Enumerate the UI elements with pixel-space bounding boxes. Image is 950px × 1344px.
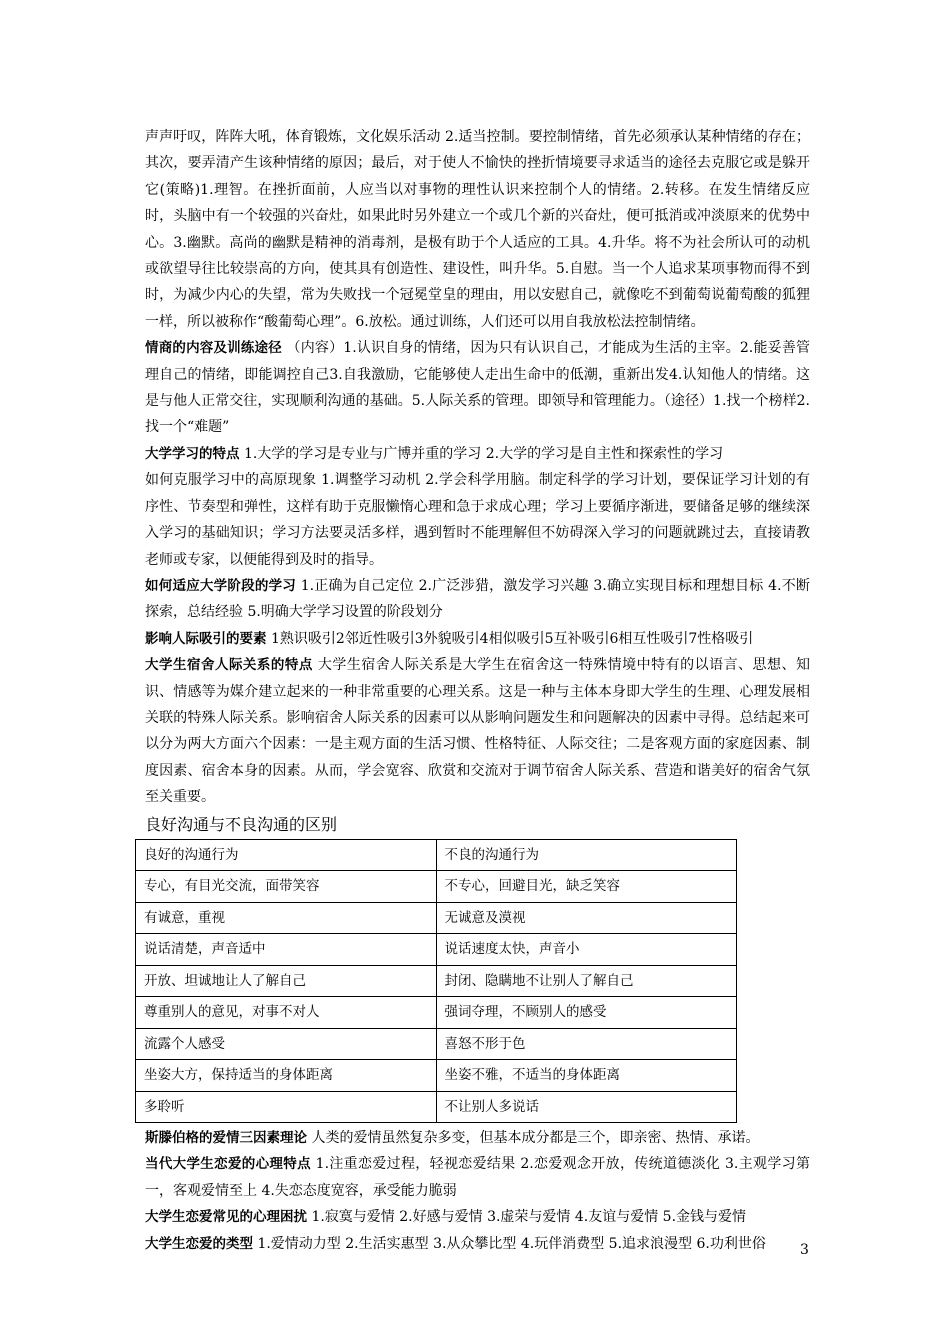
table-row <box>136 1060 737 1092</box>
paragraph <box>145 1231 810 1257</box>
table-header-row <box>136 839 737 871</box>
table-row <box>136 1028 737 1060</box>
bad-behavior-cell: 封闭、隐瞒地不让别人了解自己 <box>436 965 737 997</box>
table-title: 良好沟通与不良沟通的区别 <box>145 814 338 834</box>
paragraph-text: 大学生宿舍人际关系是大学生在宿舍这一特殊情境中特有的以语言、思想、知识、情感等为媒介建立起来的一种非常重要的心理关系。这是一种与主体本身即大学生的生理、心理发展相关联的特殊人际关系。影响宿舍人际关系的因素可以从影响问题发生和问题解决的因素中寻得。总结起来可以分为两大方面六个因素：一是主观方面的生活习惯、性格特征、人际交往；二是客观方面的家庭因素、制度因素、宿舍本身的因素。从而，学会宽容、欣赏和交流对于调节宿舍人际关系、营造和谐美好的宿舍气氛至关重要。 <box>145 657 811 806</box>
paragraph <box>145 335 810 441</box>
paragraph-text: 人类的爱情虽然复杂多变，但基本成分都是三个，即亲密、热情、承诺。 <box>311 1130 760 1147</box>
paragraph <box>145 441 810 467</box>
good-behavior-cell: 良好的沟通行为 <box>136 839 437 871</box>
bad-behavior-cell: 坐姿不雅，不适当的身体距离 <box>436 1060 737 1092</box>
table-row <box>136 1091 737 1123</box>
bad-behavior-cell: 不让别人多说话 <box>436 1091 737 1123</box>
bad-behavior-cell: 说话速度太快，声音小 <box>436 934 737 966</box>
section-heading: 斯滕伯格的爱情三因素理论 <box>145 1130 307 1147</box>
paragraph <box>145 467 810 573</box>
good-behavior-cell: 专心，有目光交流，面带笑容 <box>136 871 437 903</box>
paragraph-text: （内容）1.认识自身的情绪，因为只有认识自己，才能成为生活的主宰。2.能妥善管理自己的情绪，即能调控自己3.自我激励，它能够使人走出生命中的低潮，重新出发4.认知他人的情绪。这是与他人正常交往，实现顺利沟通的基础。5.人际关系的管理。即领导和管理能力。（途径）1.找一个榜样2.找一个“难题” <box>145 340 811 436</box>
table-row <box>136 965 737 997</box>
paragraph-text: 1.寂寞与爱情 2.好感与爱情 3.虚荣与爱情 4.友谊与爱情 5.金钱与爱情 <box>311 1209 747 1226</box>
good-behavior-cell: 说话清楚，声音适中 <box>136 934 437 966</box>
paragraph <box>145 124 810 335</box>
paragraph-text: 1.注重恋爱过程，轻视恋爱结果 2.恋爱观念开放，传统道德淡化 3.主观学习第一，客观爱情至上 4.失恋态度宽容，承受能力脆弱 <box>145 1156 810 1199</box>
paragraph-text: 1.正确为自己定位 2.广泛涉猎，激发学习兴趣 3.确立实现目标和理想目标 4.不断探索，总结经验 5.明确大学学习设置的阶段划分 <box>145 577 811 621</box>
section-heading: 大学学习的特点 <box>145 445 240 462</box>
section-heading: 大学生宿舍人际关系的特点 <box>145 657 313 674</box>
paragraph <box>145 1125 810 1151</box>
section-heading: 情商的内容及训练途径 <box>145 340 282 357</box>
good-behavior-cell: 坐姿大方，保持适当的身体距离 <box>136 1060 437 1092</box>
section-heading: 当代大学生恋爱的心理特点 <box>145 1156 311 1173</box>
table-row <box>136 934 737 966</box>
table-row <box>136 871 737 903</box>
section-heading: 如何适应大学阶段的学习 <box>145 577 297 594</box>
section-heading: 大学生恋爱常见的心理困扰 <box>145 1209 307 1226</box>
paragraph <box>145 652 810 810</box>
good-behavior-cell: 流露个人感受 <box>136 1028 437 1060</box>
bad-behavior-cell: 不良的沟通行为 <box>436 839 737 871</box>
paragraph <box>145 1204 810 1230</box>
paragraph <box>145 626 810 652</box>
section-heading: 大学生恋爱的类型 <box>145 1235 253 1252</box>
good-behavior-cell: 尊重别人的意见，对事不对人 <box>136 997 437 1029</box>
bad-behavior-cell: 无诚意及漠视 <box>436 902 737 934</box>
paragraph <box>145 573 810 626</box>
paragraph-text: 1熟识吸引2邻近性吸引3外貌吸引4相似吸引5互补吸引6相互性吸引7性格吸引 <box>270 630 754 647</box>
page-number: 3 <box>800 1242 809 1258</box>
good-behavior-cell: 开放、坦诚地让人了解自己 <box>136 965 437 997</box>
bad-behavior-cell: 不专心，回避目光，缺乏笑容 <box>436 871 737 903</box>
page-content <box>145 124 810 1257</box>
paragraph-text: 1.爱情动力型 2.生活实惠型 3.从众攀比型 4.玩伴消费型 5.追求浪漫型 6.功利世俗 <box>257 1235 766 1252</box>
paragraph-text: 声声吁叹，阵阵大吼，体育锻炼，文化娱乐活动 2.适当控制。要控制情绪，首先必须承认某种情绪的存在；其次，要弄清产生该种情绪的原因；最后，对于使人不愉快的挫折情境要寻求适当的途径去克服它或是躲开它(策略)1.理智。在挫折面前，人应当以对事物的理性认识来控制个人的情绪。2.转移。在发生情绪反应时，头脑中有一个较强的兴奋灶，如果此时另外建立一个或几个新的兴奋灶，便可抵消或冲淡原来的优势中心。3.幽默。高尚的幽默是精神的消毒剂，是极有助于个人适应的工具。4.升华。将不为社会所认可的动机或欲望导往比较崇高的方向，使其具有创造性、建设性，叫升华。5.自慰。当一个人追求某项事物而得不到时，为减少内心的失望，常为失败找一个冠冕堂皇的理由，用以安慰自己，就像吃不到葡萄说葡萄酸的狐狸一样，所以被称作“酸葡萄心理”。6.放松。通过训练，人们还可以用自我放松法控制情绪。 <box>145 129 810 330</box>
good-behavior-cell: 多聆听 <box>136 1091 437 1123</box>
bad-behavior-cell: 强词夺理，不顾别人的感受 <box>436 997 737 1029</box>
paragraph <box>145 1151 810 1204</box>
good-behavior-cell: 有诚意，重视 <box>136 902 437 934</box>
table-row <box>136 997 737 1029</box>
paragraph-text: 1.大学的学习是专业与广博并重的学习 2.大学的学习是自主性和探索性的学习 <box>243 445 724 462</box>
paragraph-text: 如何克服学习中的高原现象 1.调整学习动机 2.学会科学用脑。制定科学的学习计划，要保证学习计划的有序性、节奏型和弹性，这样有助于克服懒惰心理和急于求成心理；学习上要循序渐进，要储备足够的继续深入学习的基础知识；学习方法要灵活多样，遇到暂时不能理解但不妨碍深入学习的问题就跳过去，直接请教老师或专家，以便能得到及时的指导。 <box>145 472 810 568</box>
section-heading: 影响人际吸引的要素 <box>145 630 267 647</box>
table-row <box>136 902 737 934</box>
communication-table <box>135 839 737 1124</box>
bad-behavior-cell: 喜怒不形于色 <box>436 1028 737 1060</box>
